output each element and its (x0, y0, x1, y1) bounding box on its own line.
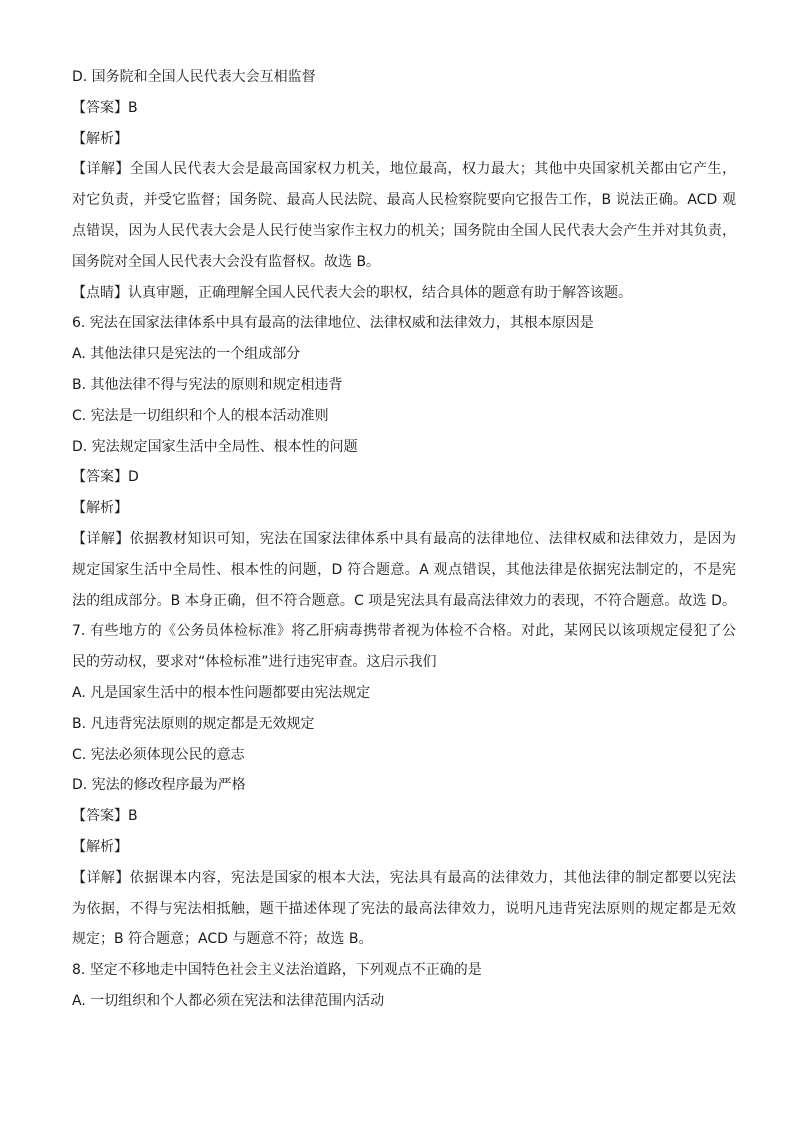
document-page (72, 62, 736, 1017)
option-line: C. 宪法必须体现公民的意志 (72, 746, 245, 763)
q7-option-c (72, 740, 736, 771)
q7-option-b (72, 709, 736, 740)
answer-line: 【答案】B (72, 99, 138, 116)
q6-option-c (72, 401, 736, 432)
text-line: 【详解】全国人民代表大会是最高国家权力机关，地位最高，权力最大；其他中央国家机关都由它产生， (72, 161, 736, 178)
q7-option-d (72, 770, 736, 801)
q6-analysis-label (72, 493, 736, 524)
q8-option-a (72, 986, 736, 1017)
option-line: D. 宪法的修改程序最为严格 (72, 777, 246, 794)
q5-detail (72, 154, 736, 277)
q6-option-b (72, 370, 736, 401)
comment-line: 【点睛】认真审题，正确理解全国人民代表大会的职权，结合具体的题意有助于解答该题。 (72, 284, 632, 301)
option-line: A. 其他法律只是宪法的一个组成部分 (72, 346, 301, 363)
q5-analysis-label (72, 124, 736, 155)
q7-answer (72, 801, 736, 832)
q5-comment (72, 278, 736, 309)
text-line: 点错误，因为人民代表大会是人民行使当家作主权力的机关；国务院由全国人民代表大会产生并对其负责， (72, 222, 736, 239)
option-line: A. 一切组织和个人都必须在宪法和法律范围内活动 (72, 992, 385, 1009)
text-line: 为依据，不得与宪法相抵触，题干描述体现了宪法的最高法律效力，说明凡违背宪法原则的规定都是无效 (72, 900, 736, 917)
option-line: B. 凡违背宪法原则的规定都是无效规定 (72, 715, 315, 732)
text-line: 法的组成部分。B 本身正确，但不符合题意。C 项是宪法具有最高法律效力的表现，不符合题意。故选 D。 (72, 592, 736, 609)
q6-answer (72, 462, 736, 493)
question-line: 民的劳动权，要求对“体检标准”进行违宪审查。这启示我们 (72, 654, 437, 671)
text-line: 规定国家生活中全局性、根本性的问题，D 符合题意。A 观点错误，其他法律是依据宪法制定的，不是宪 (72, 561, 736, 578)
text-line: 国务院对全国人民代表大会没有监督权。故选 B。 (72, 253, 381, 270)
q7-detail (72, 863, 736, 955)
q6-option-d (72, 432, 736, 463)
q6-option-a (72, 339, 736, 370)
analysis-label-line: 【解析】 (72, 500, 128, 517)
q6-detail (72, 524, 736, 616)
text-line: 规定；B 符合题意；ACD 与题意不符；故选 B。 (72, 931, 373, 948)
answer-line: 【答案】B (72, 808, 138, 825)
question-line: 6. 宪法在国家法律体系中具有最高的法律地位、法律权威和法律效力，其根本原因是 (72, 315, 594, 332)
option-line: C. 宪法是一切组织和个人的根本活动准则 (72, 407, 329, 424)
q5-answer (72, 93, 736, 124)
text-line: 【详解】依据课本内容，宪法是国家的根本大法，宪法具有最高的法律效力，其他法律的制定都要以宪法 (72, 869, 736, 886)
option-line: D. 宪法规定国家生活中全局性、根本性的问题 (72, 438, 358, 455)
text-line: 对它负责，并受它监督；国务院、最高人民法院、最高人民检察院要向它报告工作，B 说法正确。ACD 观 (72, 192, 736, 209)
option-line: A. 凡是国家生活中的根本性问题都要由宪法规定 (72, 684, 371, 701)
answer-line: 【答案】D (72, 469, 139, 486)
analysis-label-line: 【解析】 (72, 130, 128, 147)
question-line: 7. 有些地方的《公务员体检标准》将乙肝病毒携带者视为体检不合格。对此，某网民以该项规定侵犯了公 (72, 623, 736, 640)
q7-analysis-label (72, 832, 736, 863)
q5-option-d (72, 62, 736, 93)
q8-stem (72, 955, 736, 986)
analysis-label-line: 【解析】 (72, 838, 128, 855)
text-line: 【详解】依据教材知识可知，宪法在国家法律体系中具有最高的法律地位、法律权威和法律效力，是因为 (72, 530, 736, 547)
q6-stem (72, 308, 736, 339)
q7-stem (72, 616, 736, 678)
question-line: 8. 坚定不移地走中国特色社会主义法治道路，下列观点不正确的是 (72, 962, 482, 979)
q7-option-a (72, 678, 736, 709)
text-line: D. 国务院和全国人民代表大会互相监督 (72, 69, 316, 85)
option-line: B. 其他法律不得与宪法的原则和规定相违背 (72, 376, 343, 393)
